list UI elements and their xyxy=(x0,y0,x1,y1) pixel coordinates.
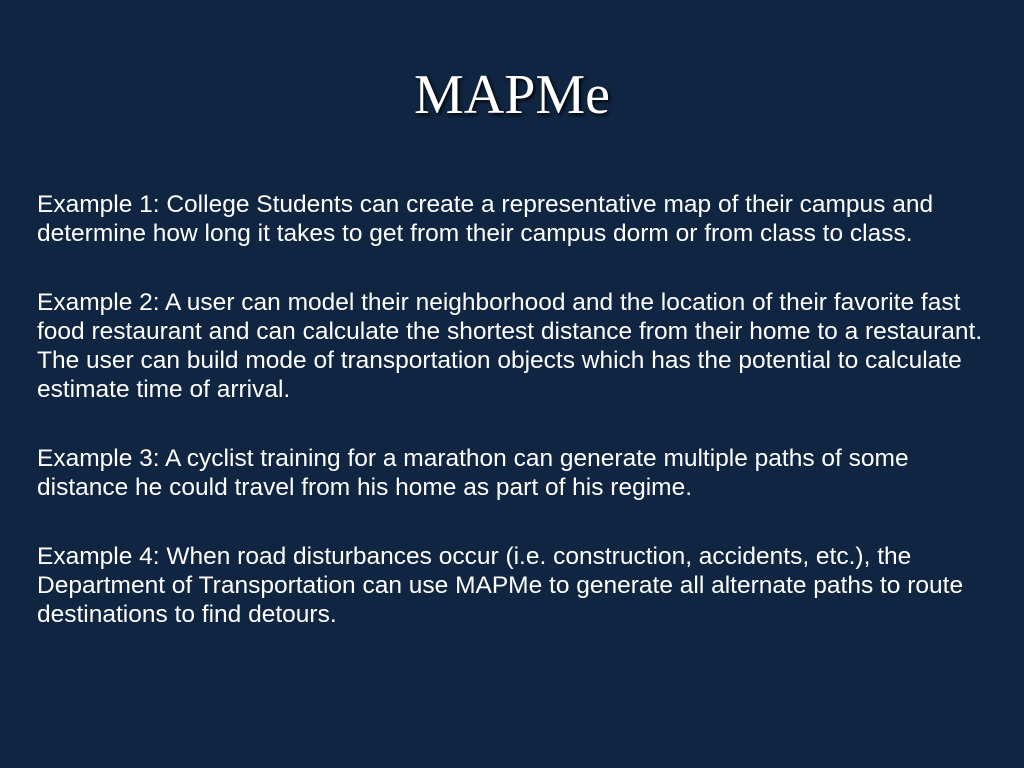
example-4-text: Example 4: When road disturbances occur (i.e. construction, accidents, etc.), the Department of Transportation can use MAPMe to generate all alternate paths to route destinations to find detours. xyxy=(37,543,964,628)
example-2-text: Example 2: A user can model their neighborhood and the location of their favorite fast food restaurant and can calculate the shortest distance from their home to a restaurant. The user can build mode of transportation objects which has the potential to calculate estimate time of arrival. xyxy=(37,289,983,403)
example-1-text: Example 1: College Students can create a representative map of their campus and determine how long it takes to get from their campus dorm or from class to class. xyxy=(37,191,934,247)
slide-body xyxy=(37,190,987,669)
slide-title: MAPMe xyxy=(413,64,611,126)
example-3-text: Example 3: A cyclist training for a marathon can generate multiple paths of some distance he could travel from his home as part of his regime. xyxy=(37,445,909,501)
